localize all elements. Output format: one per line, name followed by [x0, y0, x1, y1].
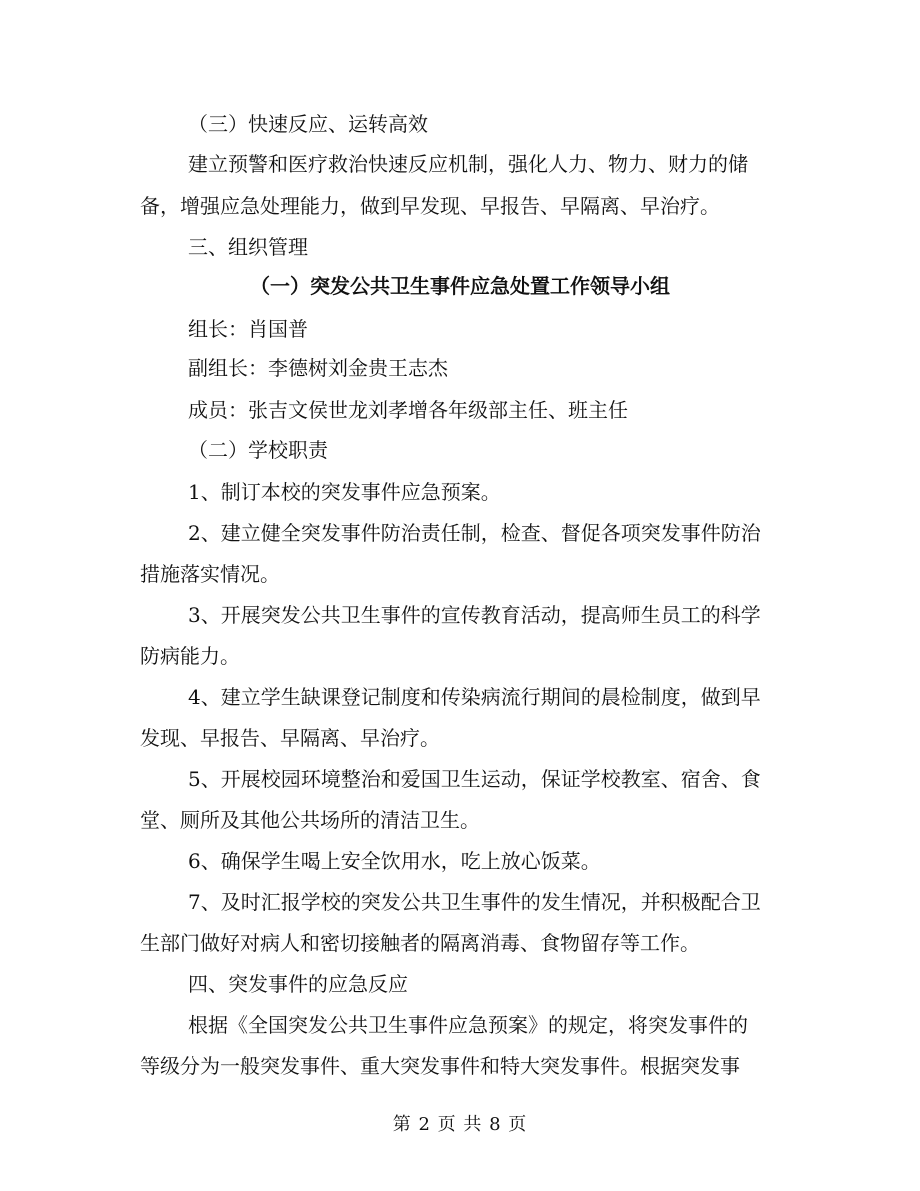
part-heading-4: 四、突发事件的应急反应 [188, 972, 408, 996]
list-item-continued: 堂、厕所及其他公共场所的清洁卫生。 [140, 808, 480, 832]
list-item-continued: 措施落实情况。 [140, 562, 280, 586]
list-item: 6、确保学生喝上安全饮用水，吃上放心饭菜。 [188, 849, 601, 873]
section-heading-3: （三）快速反应、运转高效 [188, 112, 428, 136]
list-item: 3、开展突发公共卫生事件的宣传教育活动，提高师生员工的科学 [188, 603, 761, 627]
members-line: 成员：张吉文侯世龙刘孝增各年级部主任、班主任 [188, 398, 628, 422]
paragraph-line: 备，增强应急处理能力，做到早发现、早报告、早隔离、早治疗。 [140, 194, 720, 218]
part-heading-3: 三、组织管理 [188, 235, 308, 259]
paragraph-line: 建立预警和医疗救治快速反应机制，强化人力、物力、财力的储 [188, 152, 748, 176]
list-item: 7、及时汇报学校的突发公共卫生事件的发生情况，并积极配合卫 [188, 890, 761, 914]
list-item: 2、建立健全突发事件防治责任制，检查、督促各项突发事件防治 [188, 521, 761, 545]
paragraph-line: 等级分为一般突发事件、重大突发事件和特大突发事件。根据突发事 [140, 1054, 740, 1078]
leader-line: 组长：肖国普 [188, 317, 308, 341]
list-item: 1、制订本校的突发事件应急预案。 [188, 480, 501, 504]
vice-leader-line: 副组长：李德树刘金贵王志杰 [188, 356, 448, 380]
duty-heading: （二）学校职责 [188, 438, 328, 462]
group-heading: （一）突发公共卫生事件应急处置工作领导小组 [250, 274, 670, 298]
list-item: 5、开展校园环境整治和爱国卫生运动，保证学校教室、宿舍、食 [188, 767, 761, 791]
paragraph-line: 根据《全国突发公共卫生事件应急预案》的规定，将突发事件的 [188, 1013, 748, 1037]
list-item-continued: 防病能力。 [140, 644, 240, 668]
list-item: 4、建立学生缺课登记制度和传染病流行期间的晨检制度，做到早 [188, 685, 761, 709]
page-number-footer: 第 2 页 共 8 页 [392, 1114, 528, 1135]
list-item-continued: 生部门做好对病人和密切接触者的隔离消毒、食物留存等工作。 [140, 931, 700, 955]
list-item-continued: 发现、早报告、早隔离、早治疗。 [140, 726, 440, 750]
